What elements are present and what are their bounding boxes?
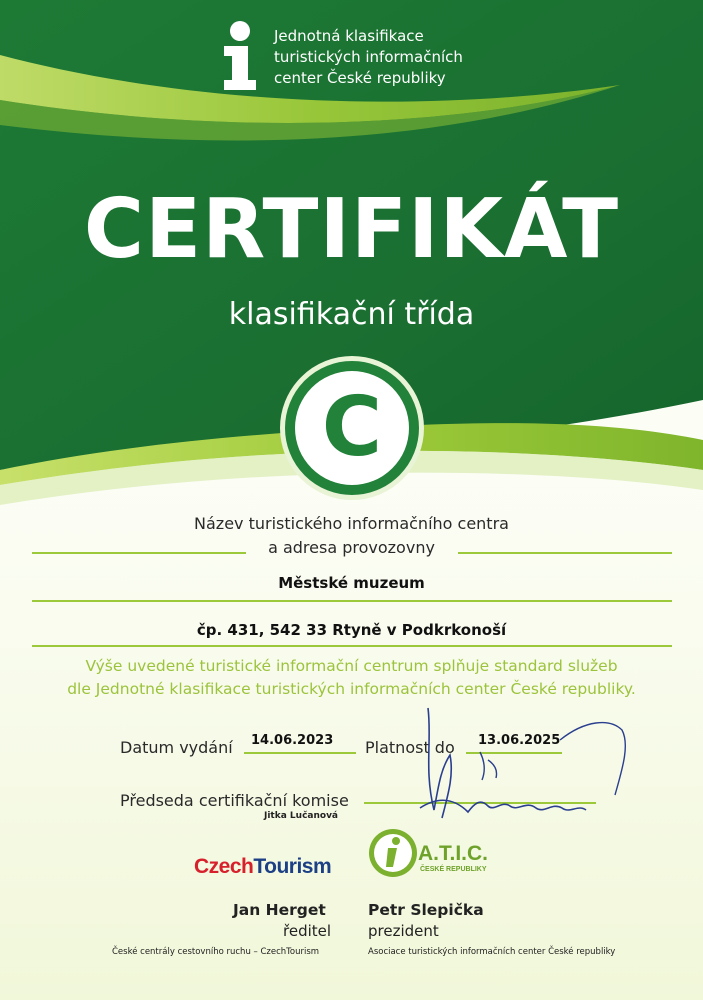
center-address-line <box>32 645 672 647</box>
statement-line-1: Výše uvedené turistické informační centrum splňuje standard služeb <box>85 657 618 675</box>
caption-line-2: a adresa provozovny <box>268 538 435 557</box>
czechtourism-logo-part2: Tourism <box>253 855 332 878</box>
statement <box>0 655 703 701</box>
caption-underline-right <box>458 552 672 554</box>
right-signatory-name: Petr Slepička <box>368 901 484 919</box>
issue-date-line <box>244 752 356 754</box>
atic-subtitle: ČESKÉ REPUBLIKY <box>420 866 487 873</box>
validity-label: Platnost do <box>365 738 455 757</box>
issue-date-label: Datum vydání <box>120 738 233 757</box>
org-line-3: center České republiky <box>274 69 446 87</box>
organization-name <box>274 26 534 89</box>
certificate-title: CERTIFIKÁT <box>83 182 620 277</box>
certificate-subtitle: klasifikační třída <box>228 297 475 332</box>
left-signatory-org: České centrály cestovního ruchu – CzechTourism <box>112 947 320 957</box>
caption-line-1: Název turistického informačního centra <box>194 514 509 533</box>
right-signatory-org: Asociace turistických informačních center České republiky <box>368 947 616 957</box>
signature-image <box>410 700 650 830</box>
center-name-line <box>32 600 672 602</box>
left-signatory-name: Jan Herget <box>233 901 326 919</box>
left-signatory-role: ředitel <box>283 922 332 940</box>
commission-chair-name: Jitka Lučanová <box>264 811 339 821</box>
class-letter: C <box>321 380 383 475</box>
validity-value: 13.06.2025 <box>478 733 561 748</box>
right-signatory-role: prezident <box>368 922 439 940</box>
czechtourism-logo <box>194 855 331 879</box>
issue-date-value: 14.06.2023 <box>251 733 334 748</box>
atic-i-icon <box>366 826 420 880</box>
center-name: Městské muzeum <box>278 574 425 592</box>
statement-line-2: dle Jednotné klasifikace turistických informačních center České republiky. <box>67 680 636 698</box>
class-badge <box>280 356 424 500</box>
org-line-2: turistických informačních <box>274 48 463 66</box>
info-logo-icon <box>218 20 262 92</box>
atic-logo <box>366 826 506 884</box>
org-line-1: Jednotná klasifikace <box>274 27 424 45</box>
commission-label: Předseda certifikační komise <box>120 791 349 810</box>
atic-name: A.T.I.C. <box>418 842 489 865</box>
center-address: čp. 431, 542 33 Rtyně v Podkrkonoší <box>196 621 507 639</box>
caption-underline-left <box>32 552 246 554</box>
czechtourism-logo-part1: Czech <box>194 855 254 878</box>
